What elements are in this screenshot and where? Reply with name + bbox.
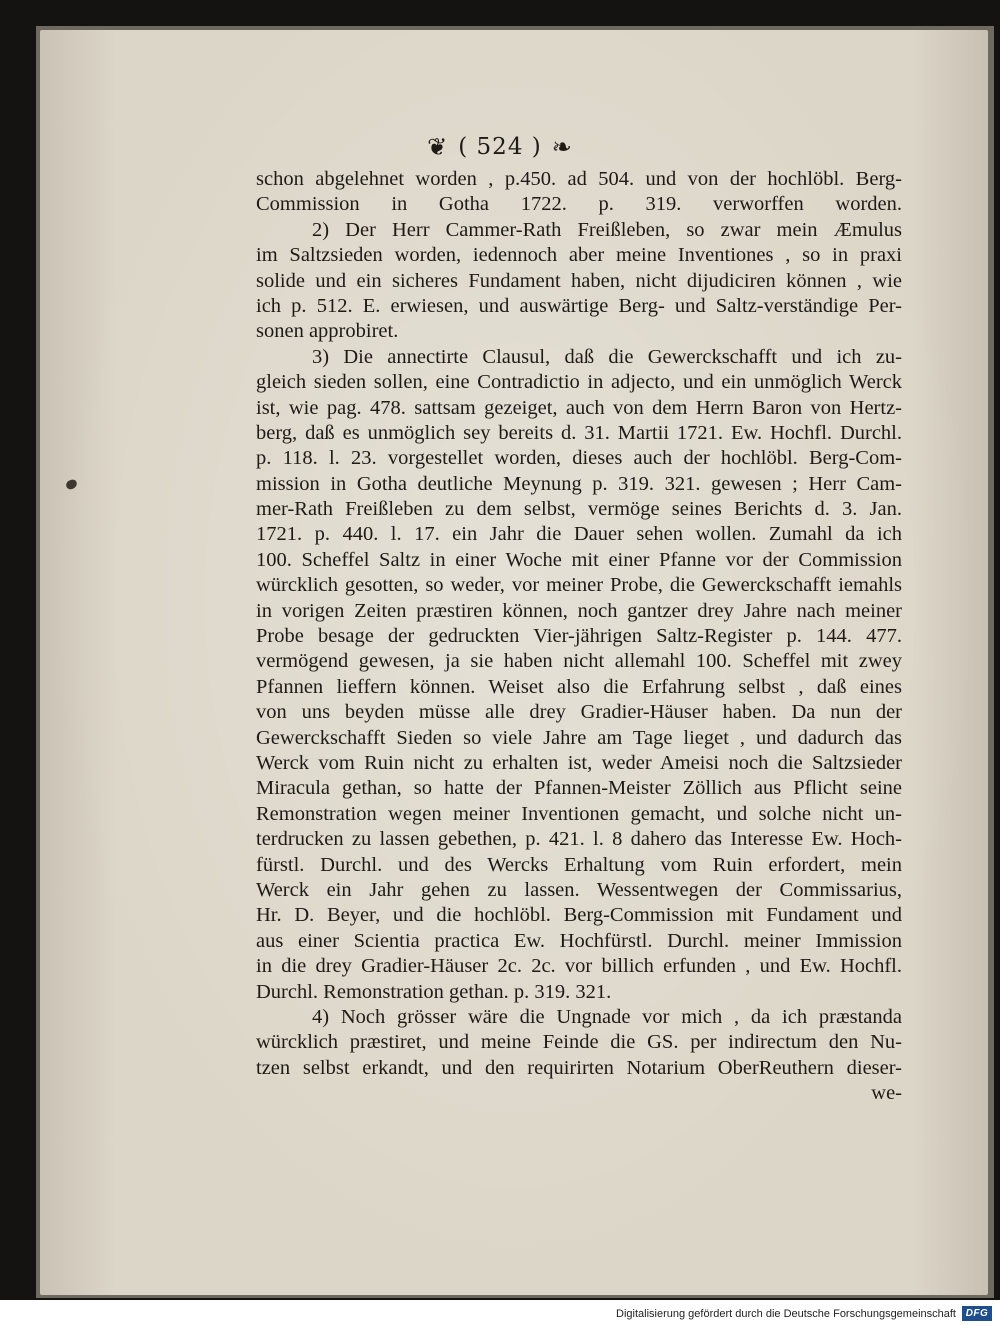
text-line: gleich sieden sollen, eine Contradictio in adjecto, und ein unmöglich Werck [256, 371, 902, 394]
text-line: ich p. 512. E. erwiesen, und auswärtige Berg- und Saltz-verständige Per- [256, 294, 902, 317]
text-line: tzen selbst erkandt, und den requirirten Notarium OberReuthern dieser- [256, 1056, 902, 1079]
text-line: Probe besage der gedruckten Vier-jährigen Saltz-Register p. 144. 477. [256, 625, 902, 648]
text-line: mission in Gotha deutliche Meynung p. 319. 321. gewesen ; Herr Cam- [256, 472, 902, 495]
text-line: in die drey Gradier-Häuser 2c. 2c. vor billich erfunden , und Ew. Hochfl. [256, 955, 902, 978]
text-line: 4) Noch grösser wäre die Ungnade vor mich , da ich præstanda [312, 1005, 902, 1028]
text-line: würcklich gesotten, so weder, vor meiner Probe, die Gewerckschafft iemahls [256, 574, 902, 597]
text-line: Commission in Gotha 1722. p. 319. verworffen worden. [256, 193, 902, 216]
text-line: im Saltzsieden worden, iedennoch aber meine Inventiones , so in praxi [256, 244, 902, 267]
ornament-left-icon: ❦ [427, 133, 449, 161]
text-line: ist, wie pag. 478. sattsam gezeiget, auch von dem Herrn Baron von Hertz- [256, 396, 902, 419]
text-line: Werck vom Ruin nicht zu erhalten ist, weder Ameisi noch die Saltzsieder [256, 751, 902, 774]
text-line: vermögend gewesen, ja sie haben nicht allemahl 100. Scheffel mit zwey [256, 650, 902, 673]
text-line: 3) Die annectirte Clausul, daß die Gewerckschafft und ich zu- [312, 345, 902, 368]
text-line: solide und ein sicheres Fundament haben, nicht dijudiciren können , wie [256, 269, 902, 292]
text-line: mer-Rath Freißleben zu dem selbst, vermöge seines Berichts d. 3. Jan. [256, 498, 902, 521]
text-line: Gewerckschafft Sieden so viele Jahre am Tage lieget , und dadurch das [256, 726, 902, 749]
text-line: 1721. p. 440. l. 17. ein Jahr die Dauer sehen wollen. Zumahl da ich [256, 523, 902, 546]
text-line: Werck ein Jahr gehen zu lassen. Wessentwegen der Commissarius, [256, 878, 902, 901]
text-line: Durchl. Remonstration gethan. p. 319. 321. [256, 980, 612, 1003]
text-line: schon abgelehnet worden , p.450. ad 504. und von der hochlöbl. Berg- [256, 168, 902, 190]
text-line: berg, daß es unmöglich sey bereits d. 31. Martii 1721. Ew. Hochfl. Durchl. [256, 421, 902, 444]
text-line: p. 118. l. 23. vorgestellet worden, dieses auch der hochlöbl. Berg-Com- [256, 447, 902, 470]
page-header [0, 130, 1000, 164]
text-line: Miracula gethan, so hatte der Pfannen-Meister Zöllich aus Pflicht seine [256, 777, 902, 800]
funding-credit: Digitalisierung gefördert durch die Deutsche Forschungsgemeinschaft [616, 1308, 956, 1320]
body-text [256, 167, 902, 1106]
dfg-logo: DFG [962, 1306, 992, 1321]
text-line: Remonstration wegen meiner Inventionen gemacht, und solche nicht un- [256, 802, 902, 825]
text-line: 2) Der Herr Cammer-Rath Freißleben, so zwar mein Æmulus [312, 218, 902, 241]
text-line: aus einer Scientia practica Ew. Hochfürstl. Durchl. meiner Immission [256, 929, 902, 952]
ornament-right-icon: ❧ [551, 133, 573, 161]
page-number: ( 524 ) [458, 134, 542, 160]
text-line: we- [871, 1082, 902, 1105]
text-line: in vorigen Zeiten præstiren können, noch gantzer drey Jahre nach meiner [256, 599, 902, 622]
text-line: terdrucken zu lassen gebethen, p. 421. l. 8 dahero das Interesse Ew. Hoch- [256, 828, 902, 851]
text-line: würcklich præstiret, und meine Feinde die GS. per indirectum den Nu- [256, 1031, 902, 1054]
text-line: von uns beyden müsse alle drey Gradier-Häuser haben. Da nun der [256, 701, 902, 724]
text-line: 100. Scheffel Saltz in einer Woche mit einer Pfanne vor der Commission [256, 548, 902, 571]
text-line: Hr. D. Beyer, und die hochlöbl. Berg-Commission mit Fundament und [256, 904, 902, 927]
text-line: fürstl. Durchl. und des Wercks Erhaltung vom Ruin erfordert, mein [256, 853, 902, 876]
text-line: Pfannen lieffern können. Weiset also die Erfahrung selbst , daß eines [256, 675, 902, 698]
text-line: sonen approbiret. [256, 320, 399, 343]
